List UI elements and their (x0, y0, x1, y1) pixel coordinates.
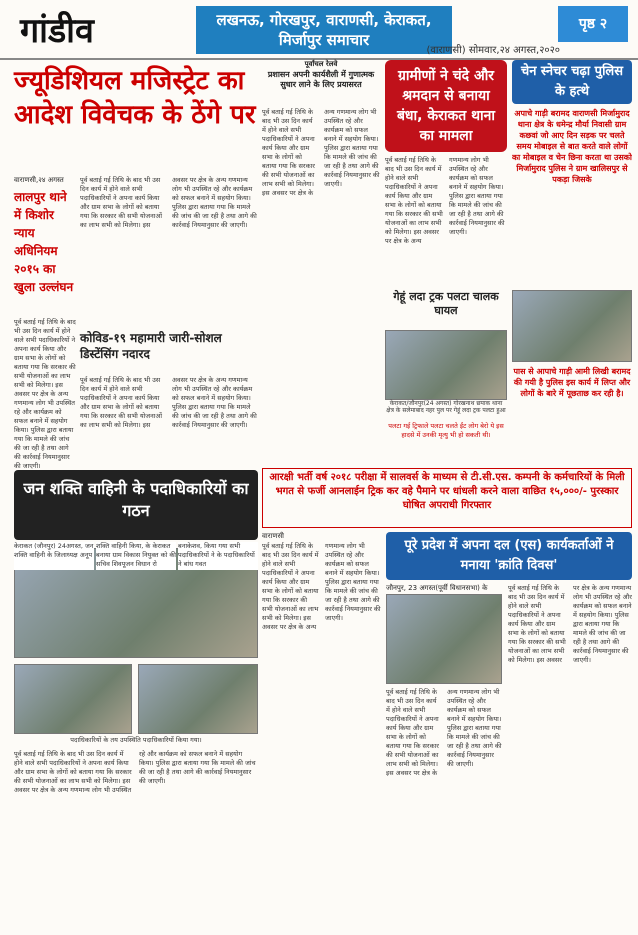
judicial-body-left: पूर्व बताई गई तिथि के बाद भी उस दिन कार्य में होने वाले सभी पदाधिकारियों ने अपना कार्य किया और ग्राम सभा के लोगों को बताया गया कि सरकार की सभी योजनाओं का लाभ सभी को मिलेगा। इस अवसर पर क्षेत्र के अन्य गणमान्य लोग भी उपस्थित रहे और कार्यक्रम को सफल बनाने में सहयोग किया। पुलिस द्वारा बताया गया कि मामले की जांच की जा रही है तथा आगे की कार्रवाई नियमानुसार की जाएगी। (14, 318, 76, 470)
village-body: पूर्व बताई गई तिथि के बाद भी उस दिन कार्य में होने वाले सभी पदाधिकारियों ने अपना कार्य किया और ग्राम सभा के लोगों को बताया गया कि सरकार की सभी योजनाओं का लाभ सभी को मिलेगा। इस अवसर पर क्षेत्र के अन्य गणमान्य लोग भी उपस्थित रहे और कार्यक्रम को सफल बनाने में सहयोग किया। पुलिस द्वारा बताया गया कि मामले की जांच की जा रही है तथा आगे की कार्रवाई नियमानुसार की जाएगी। (385, 156, 505, 245)
up-dal-body-right: पूर्व बताई गई तिथि के बाद भी उस दिन कार्य में होने वाले सभी पदाधिकारियों ने अपना कार्य किया और ग्राम सभा के लोगों को बताया गया कि सरकार की सभी योजनाओं का लाभ सभी को मिलेगा। इस अवसर पर क्षेत्र के अन्य गणमान्य लोग भी उपस्थित रहे और कार्यक्रम को सफल बनाने में सहयोग किया। पुलिस द्वारा बताया गया कि मामले की जांच की जा रही है तथा आगे की कार्रवाई नियमानुसार की जाएगी। (508, 584, 632, 664)
chain-followup: पास से आपाचे गाड़ी आमी लिखी बरामद की गयी है पुलिस इस कार्य में लिप्त और लोगों के बारे में पूछताछ कर रही है। (513, 367, 631, 398)
chain-headline: चेन स्नेचर चढ़ा पुलिस के हत्थे (512, 60, 632, 104)
newspaper-logo: गांडीव (20, 11, 94, 51)
judicial-dateline: वाराणसी,२४ अगस्त (14, 176, 64, 184)
chain-photo (512, 290, 632, 362)
jan-shakti-caption-bottom: पदाधिकारियों के तय उपस्थिति पदाधिकारियों किया गया। (70, 736, 202, 744)
page-number-badge: पृष्ठ २ (558, 6, 628, 42)
village-note: पलटा गई ट्रिफाले पलटा चलते ईंट लोग बेरो ये इस हादसे में उनकी मृत्यु भी हो सकती थी। (388, 422, 504, 439)
up-dal-body-left: पूर्व बताई गई तिथि के बाद भी उस दिन कार्य में होने वाले सभी पदाधिकारियों ने अपना कार्य किया और ग्राम सभा के लोगों को बताया गया कि सरकार की सभी योजनाओं का लाभ सभी को मिलेगा। इस अवसर पर क्षेत्र के अन्य गणमान्य लोग भी उपस्थित रहे और कार्यक्रम को सफल बनाने में सहयोग किया। पुलिस द्वारा बताया गया कि मामले की जांच की जा रही है तथा आगे की कार्रवाई नियमानुसार की जाएगी। (386, 688, 502, 777)
covid-body: पूर्व बताई गई तिथि के बाद भी उस दिन कार्य में होने वाले सभी पदाधिकारियों ने अपना कार्य किया और ग्राम सभा के लोगों को बताया गया कि सरकार की सभी योजनाओं का लाभ सभी को मिलेगा। इस अवसर पर क्षेत्र के अन्य गणमान्य लोग भी उपस्थित रहे और कार्यक्रम को सफल बनाने में सहयोग किया। पुलिस द्वारा बताया गया कि मामले की जांच की जा रही है तथा आगे की कार्रवाई नियमानुसार की जाएगी। (80, 376, 257, 429)
purvanchal-kicker: पूर्वांचल रेलवे (304, 60, 338, 68)
city-banner: लखनऊ, गोरखपुर, वाराणसी, केराकत, मिर्जापुर समाचार (196, 6, 452, 54)
jan-shakti-photo-2 (14, 664, 132, 734)
purvanchal-body: पूर्व बताई गई तिथि के बाद भी उस दिन कार्य में होने वाले सभी पदाधिकारियों ने अपना कार्य किया और ग्राम सभा के लोगों को बताया गया कि सरकार की सभी योजनाओं का लाभ सभी को मिलेगा। इस अवसर पर क्षेत्र के अन्य गणमान्य लोग भी उपस्थित रहे और कार्यक्रम को सफल बनाने में सहयोग किया। पुलिस द्वारा बताया गया कि मामले की जांच की जा रही है तथा आगे की कार्रवाई नियमानुसार की जाएगी। (262, 108, 380, 197)
village-photo-caption: केराकत/जौनपुर(24 अगस्त) गोरखनाथ छपाक थाना क्षेत्र के सलेमाबाद नहर पुल पर गेहूं लदा ट्रक पलटा हुआ (386, 400, 506, 414)
jan-shakti-caption-3: बनाकेशव, किया गया सभी पदाधिकारियों ने के पदाधिकारियों ने बांध गवत (178, 542, 258, 570)
judicial-subhead: लालपुर थाने में किशोर न्याय अधिनियम २०१५ का खुला उल्लंघन (14, 190, 74, 294)
fraud-body: पूर्व बताई गई तिथि के बाद भी उस दिन कार्य में होने वाले सभी पदाधिकारियों ने अपना कार्य किया और ग्राम सभा के लोगों को बताया गया कि सरकार की सभी योजनाओं का लाभ सभी को मिलेगा। इस अवसर पर क्षेत्र के अन्य गणमान्य लोग भी उपस्थित रहे और कार्यक्रम को सफल बनाने में सहयोग किया। पुलिस द्वारा बताया गया कि मामले की जांच की जा रही है तथा आगे की कार्रवाई नियमानुसार की जाएगी। (262, 542, 381, 631)
tractor-headline: गेहूं लदा ट्रक पलटा चालक घायल (393, 290, 499, 317)
jan-shakti-body: पूर्व बताई गई तिथि के बाद भी उस दिन कार्य में होने वाले सभी पदाधिकारियों ने अपना कार्य किया और ग्राम सभा के लोगों को बताया गया कि सरकार की सभी योजनाओं का लाभ सभी को मिलेगा। इस अवसर पर क्षेत्र के अन्य गणमान्य लोग भी उपस्थित रहे और कार्यक्रम को सफल बनाने में सहयोग किया। पुलिस द्वारा बताया गया कि मामले की जांच की जा रही है तथा आगे की कार्रवाई नियमानुसार की जाएगी। (14, 750, 256, 794)
jan-shakti-photo-3 (138, 664, 258, 734)
jan-shakti-caption-2: शक्ति वाहिनी किया, के केराकत बनाया ग्राम विकास नियुक्त को की सचिव शिवपूजन विधान रो (96, 542, 176, 568)
fraud-headline: आरक्षी भर्ती वर्ष २०१८ परीक्षा में सालवर्स के माध्यम से टी.सी.एस. कम्पनी के कर्मचारियों के मिली भगत से फर्जी आनलाईन ट्रिक कर वहे पैमाने पर धांधली करने वाला वाछित १५,०००/- पुरस्कार घोषित अपराधी गिरफ्तार (262, 468, 632, 528)
village-headline: ग्रामीणों ने चंदे और श्रमदान से बनाया बंधा, केराकत थाना का मामला (385, 60, 507, 152)
judicial-headline: ज्यूडिशियल मजिस्ट्रेट का आदेश विवेचक के ठेंगे पर (14, 66, 256, 130)
purvanchal-headline: प्रशासन अपनी कार्यशैली में गुणात्मक सुधार लाने के लिए प्रयासरत (267, 70, 375, 89)
jan-shakti-caption-1: केराकत (जौनपुर) 24अगस्त, जन शक्ति वाहिनी के जिलाध्यक्ष अनूप (14, 542, 94, 570)
up-dal-headline: पूरे प्रदेश में अपना दल (एस) कार्यकर्ताओं ने मनाया 'क्रांति दिवस' (386, 532, 632, 580)
village-photo (385, 330, 507, 400)
covid-headline: कोविड-१९ महामारी जारी-सोशल डिस्टेंसिंग नदारद (80, 331, 222, 361)
judicial-body-right: पूर्व बताई गई तिथि के बाद भी उस दिन कार्य में होने वाले सभी पदाधिकारियों ने अपना कार्य किया और ग्राम सभा के लोगों को बताया गया कि सरकार की सभी योजनाओं का लाभ सभी को मिलेगा। इस अवसर पर क्षेत्र के अन्य गणमान्य लोग भी उपस्थित रहे और कार्यक्रम को सफल बनाने में सहयोग किया। पुलिस द्वारा बताया गया कि मामले की जांच की जा रही है तथा आगे की कार्रवाई नियमानुसार की जाएगी। (80, 176, 257, 229)
fraud-dateline: वाराणसी (262, 532, 284, 540)
jan-shakti-headline: जन शक्ति वाहिनी के पदाधिकारियों का गठन (14, 470, 258, 540)
chain-summary: अपाचे गाड़ी बरामद वाराणसी मिर्जामुराद थाना क्षेत्र के धमेन्द्र मौर्या निवासी ग्राम कछवां जो आए दिन सड़क पर चलते समय मोबाइल से बात करते वाले लोगों का मोबाइल व चेन छिना करता था उसको मिर्जामुराद पुलिस ने ग्राम खालिसपुर से पकड़ा जिसके (512, 109, 632, 184)
dateline: (वाराणसी) सोमवार,२४ अगस्त,२०२० (426, 45, 560, 56)
up-dal-dateline: जौनपुर, 23 अगस्त(पूर्वी विधानसभा) के (386, 584, 488, 592)
up-dal-photo (386, 594, 502, 684)
